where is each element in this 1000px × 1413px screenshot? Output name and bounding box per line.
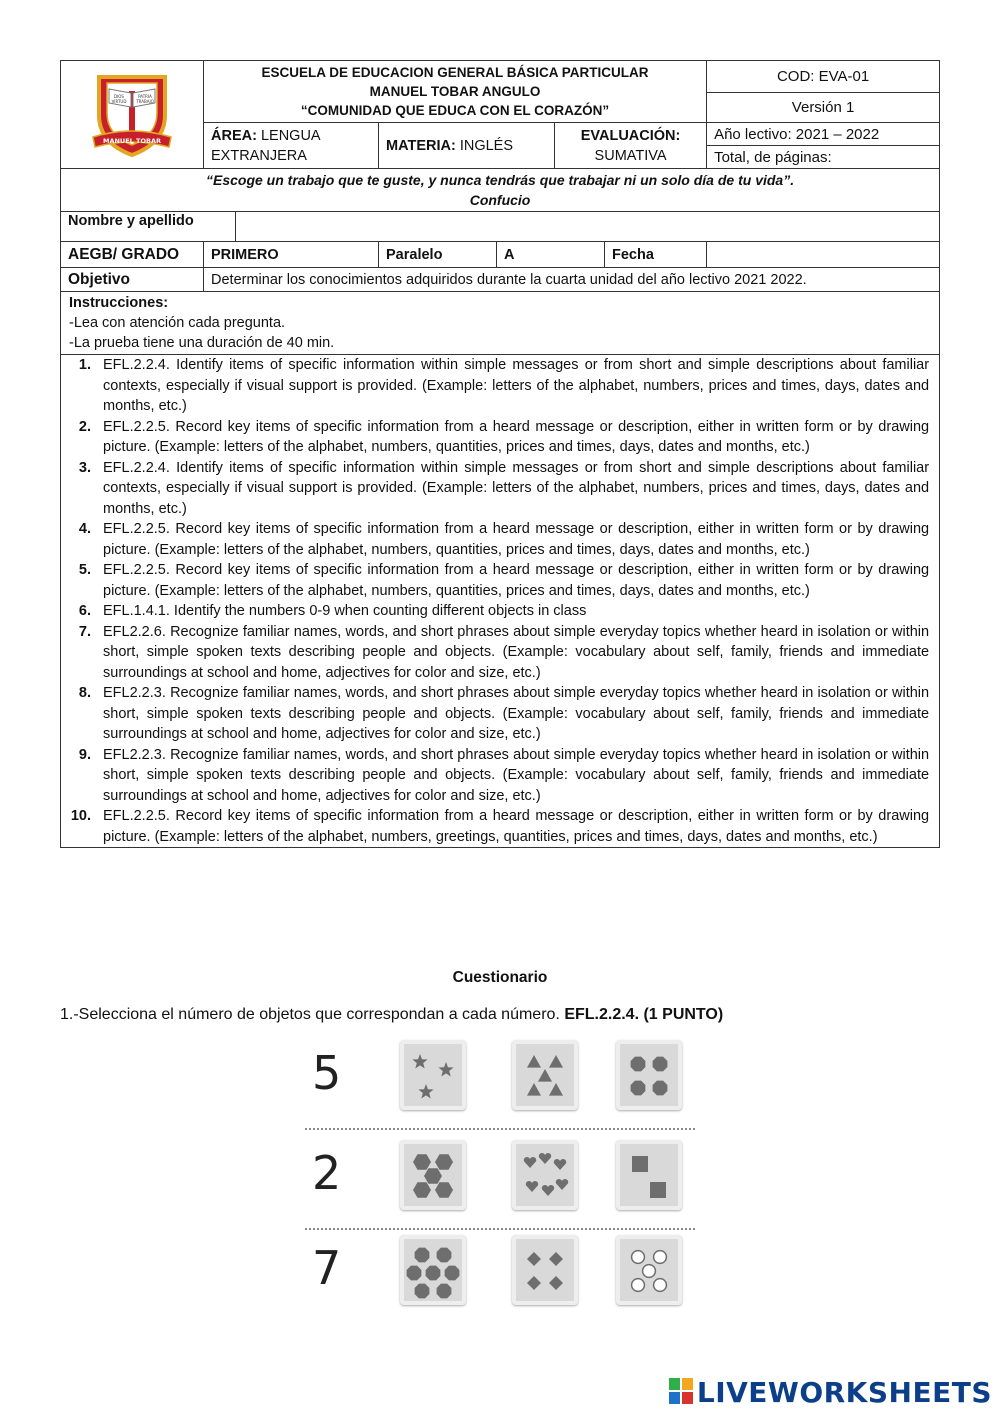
octagon-icon — [653, 1057, 668, 1072]
logo-book-word-right2: TRABAJO — [136, 98, 154, 104]
standard-item — [61, 417, 931, 458]
exercise-row — [300, 1227, 700, 1317]
quote-text: “Escoge un trabajo que te guste, y nunca tendrás que trabajar ni un solo día de tu vida”. — [205, 172, 795, 188]
answer-option-shapes — [512, 1040, 578, 1110]
logo-banner-text: MANUEL TOBAR — [102, 136, 162, 145]
school-line-3: “COMUNIDAD QUE EDUCA CON EL CORAZÓN” — [300, 103, 610, 118]
standard-number: 2. — [78, 418, 91, 435]
anio-lectivo-cell: Año lectivo: 2021 – 2022 — [707, 123, 940, 146]
quote-cell — [61, 169, 940, 212]
answer-option-octagon-7[interactable] — [400, 1235, 466, 1305]
answer-option-diamond-4[interactable] — [512, 1235, 578, 1305]
materia-label: MATERIA: — [386, 137, 456, 154]
octagon-icon — [653, 1081, 668, 1096]
paralelo-value: A — [497, 242, 605, 268]
heart-icon — [542, 1185, 554, 1196]
star-icon — [438, 1062, 453, 1076]
standard-number: 5. — [78, 562, 91, 578]
standard-number: 4. — [78, 521, 91, 537]
heart-icon — [556, 1179, 568, 1190]
standard-number: 7. — [78, 623, 91, 640]
standard-number: 1. — [78, 357, 91, 373]
standard-number: 8. — [78, 685, 91, 701]
instructions-line-1: -Lea con atención cada pregunta. — [69, 315, 286, 331]
evaluacion-cell — [555, 123, 707, 169]
version-cell: Versión 1 — [707, 93, 940, 123]
standard-text: EFL2.2.6. Recognize familiar names, words, and short phrases about simple everyday topics whether heard in isolation or within short, simple spoken texts describing people and objects. (Example: vocabulary about self, family, friends and immediate surroundings at school and home, adjectives for color and size, etc.) — [103, 623, 930, 681]
circle-outline-icon — [632, 1279, 645, 1292]
standard-text: EFL.2.2.5. Record key items of specific information from a heard message or description, either in written form or by drawing picture. (Example: letters of the alphabet, numbers, greetings, quantities, prices and times, days, dates and months, etc.) — [103, 808, 930, 845]
answer-option-shapes — [512, 1235, 578, 1305]
quote-author: Confucio — [469, 192, 531, 208]
diamond-icon — [549, 1276, 563, 1290]
heart-icon — [524, 1157, 536, 1168]
liveworksheets-brand — [669, 1376, 992, 1411]
question-1-text: 1.-Selecciona el número de objetos que correspondan a cada número. — [60, 1006, 560, 1023]
standard-text: EFL.2.2.5. Record key items of specific information from a heard message or description, either in written form or by drawing picture. (Example: letters of the alphabet, numbers, quantities, prices and times, days, dates and months, etc.) — [103, 521, 930, 558]
grade-label: AEGB/ GRADO — [61, 242, 204, 268]
name-label: Nombre y apellido — [61, 212, 236, 242]
heart-icon — [539, 1153, 551, 1164]
standard-number: 9. — [78, 746, 91, 763]
logo-book-word-right: PATRIA — [138, 93, 152, 99]
triangle-icon — [549, 1083, 563, 1096]
standard-item — [61, 622, 931, 684]
hexagon-icon — [435, 1154, 453, 1170]
logo-book-word-left2: VIRTUD — [111, 98, 127, 104]
school-line-1: ESCUELA DE EDUCACION GENERAL BÁSICA PARTICULAR — [261, 65, 649, 80]
target-number: 2 — [312, 1146, 342, 1200]
hexagon-icon — [413, 1182, 431, 1198]
standard-text: EFL2.2.3. Recognize familiar names, words, and short phrases about simple everyday topics whether heard in isolation or within short, simple spoken texts describing people and objects. (Example: vocabulary about self, family, friends and immediate surroundings at school and home, adjectives for color and size, etc.) — [103, 685, 930, 742]
area-label: ÁREA: — [211, 127, 257, 144]
heart-icon — [554, 1159, 566, 1170]
question-1-code: EFL.2.2.4. (1 PUNTO) — [564, 1006, 724, 1023]
instructions-line-2: -La prueba tiene una duración de 40 min. — [69, 335, 335, 351]
total-paginas-cell: Total, de páginas: — [707, 146, 940, 169]
cod-cell: COD: EVA-01 — [707, 61, 940, 93]
answer-option-shapes — [400, 1235, 466, 1305]
standard-number: 3. — [78, 459, 91, 476]
school-logo — [61, 61, 204, 169]
circle-outline-icon — [654, 1279, 667, 1292]
area-value-2: EXTRANJERA — [211, 147, 307, 164]
octagon-icon — [445, 1266, 460, 1281]
fecha-label: Fecha — [605, 242, 707, 268]
answer-option-shapes — [616, 1040, 682, 1110]
evaluacion-value: SUMATIVA — [594, 147, 667, 164]
school-line-2: MANUEL TOBAR ANGULO — [369, 84, 541, 99]
objetivo-value: Determinar los conocimientos adquiridos durante la cuarta unidad del año lectivo 2021 2022. — [204, 268, 940, 292]
standard-number: 10. — [70, 808, 91, 824]
triangle-icon — [527, 1055, 541, 1068]
hexagon-icon — [424, 1168, 442, 1184]
star-icon — [412, 1054, 427, 1068]
answer-option-circle-outline-5[interactable] — [616, 1235, 682, 1305]
exercise-row — [300, 1132, 700, 1222]
answer-option-shapes — [400, 1140, 466, 1210]
standards-cell — [61, 355, 940, 848]
grade-value: PRIMERO — [204, 242, 379, 268]
circle-outline-icon — [632, 1251, 645, 1264]
triangle-icon — [549, 1055, 563, 1068]
exercise-row — [300, 1032, 700, 1122]
exam-header — [60, 60, 939, 930]
heart-icon — [526, 1181, 538, 1192]
octagon-icon — [437, 1284, 452, 1299]
answer-option-shapes — [400, 1040, 466, 1110]
area-cell — [204, 123, 379, 169]
counting-exercise — [300, 1032, 700, 1332]
standard-text: EFL.2.2.4. Identify items of specific information within simple messages or from short and simple descriptions about familiar contexts, especially if visual support is provided. (Example: letters of the alphabet, numbers, prices and times, days, dates and months, etc.) — [103, 357, 930, 414]
octagon-icon — [437, 1248, 452, 1263]
octagon-icon — [631, 1081, 646, 1096]
circle-outline-icon — [643, 1265, 656, 1278]
paralelo-label: Paralelo — [379, 242, 497, 268]
instructions-title: Instrucciones: — [69, 295, 169, 311]
name-field[interactable] — [236, 212, 940, 242]
octagon-icon — [631, 1057, 646, 1072]
standard-item — [61, 355, 931, 417]
answer-option-heart-6[interactable] — [512, 1140, 578, 1210]
fecha-field[interactable] — [707, 242, 940, 268]
standard-item — [61, 458, 931, 520]
standard-item — [61, 601, 931, 622]
star-icon — [418, 1084, 433, 1098]
standard-item — [61, 519, 931, 560]
target-number: 5 — [312, 1046, 342, 1100]
octagon-icon — [415, 1248, 430, 1263]
answer-option-triangle-5[interactable] — [512, 1040, 578, 1110]
answer-option-shapes — [512, 1140, 578, 1210]
octagon-icon — [415, 1284, 430, 1299]
answer-option-shapes — [616, 1140, 682, 1210]
questionnaire-title: Cuestionario — [452, 969, 548, 986]
standard-text: EFL.2.2.5. Record key items of specific information from a heard message or description, either in written form or by drawing picture. (Example: letters of the alphabet, numbers, quantities, prices and times, days, dates and months, etc.) — [103, 418, 930, 455]
header-table — [60, 60, 940, 848]
instructions-cell — [61, 292, 940, 355]
answer-option-shapes — [616, 1235, 682, 1305]
school-name-cell — [204, 61, 707, 123]
diamond-icon — [549, 1252, 563, 1266]
answer-option-square-2[interactable] — [616, 1140, 682, 1210]
diamond-icon — [527, 1276, 541, 1290]
materia-value: INGLÉS — [459, 137, 514, 154]
standard-item — [61, 806, 931, 847]
standard-text: EFL.2.2.4. Identify items of specific information within simple messages or from short and simple descriptions about familiar contexts, especially if visual support is provided. (Example: letters of the alphabet, numbers, prices and times, days, dates and months, etc.) — [103, 459, 930, 517]
standard-text: EFL2.2.3. Recognize familiar names, words, and short phrases about simple everyday topics whether heard in isolation or within short, simple spoken texts describing people and objects. (Example: vocabulary about self, family, friends and immediate surroundings at school and home, adjectives for color and size, etc.) — [103, 746, 930, 804]
hexagon-icon — [435, 1182, 453, 1198]
standard-item — [61, 683, 931, 745]
standard-item — [61, 560, 931, 601]
square-icon — [650, 1182, 666, 1198]
target-number: 7 — [312, 1241, 342, 1295]
diamond-icon — [527, 1252, 541, 1266]
standard-text: EFL.2.2.5. Record key items of specific information from a heard message or description, either in written form or by drawing picture. (Example: letters of the alphabet, numbers, quantities, prices and times, days, dates and months, etc.) — [103, 562, 930, 599]
question-1 — [60, 1006, 723, 1024]
square-icon — [632, 1156, 648, 1172]
octagon-icon — [407, 1266, 422, 1281]
standard-item — [61, 745, 931, 807]
circle-outline-icon — [654, 1251, 667, 1264]
standards-list — [61, 355, 931, 847]
brand-text: LIVEWORKSHEETS — [696, 1376, 992, 1409]
triangle-icon — [538, 1069, 552, 1082]
standard-number: 6. — [78, 603, 91, 619]
liveworksheets-logo-icon — [669, 1378, 693, 1411]
area-value-1: LENGUA — [260, 127, 321, 144]
logo-book-word-left: DIOS — [114, 93, 124, 99]
triangle-icon — [527, 1083, 541, 1096]
evaluacion-label: EVALUACIÓN: — [580, 127, 681, 144]
answer-option-octagon-4[interactable] — [616, 1040, 682, 1110]
materia-cell — [379, 123, 555, 169]
hexagon-icon — [413, 1154, 431, 1170]
answer-option-hexagon-5[interactable] — [400, 1140, 466, 1210]
objetivo-label: Objetivo — [61, 268, 204, 292]
row-divider — [305, 1128, 695, 1130]
answer-option-star-3[interactable] — [400, 1040, 466, 1110]
octagon-icon — [426, 1266, 441, 1281]
standard-text: EFL.1.4.1. Identify the numbers 0-9 when counting different objects in class — [103, 603, 587, 619]
